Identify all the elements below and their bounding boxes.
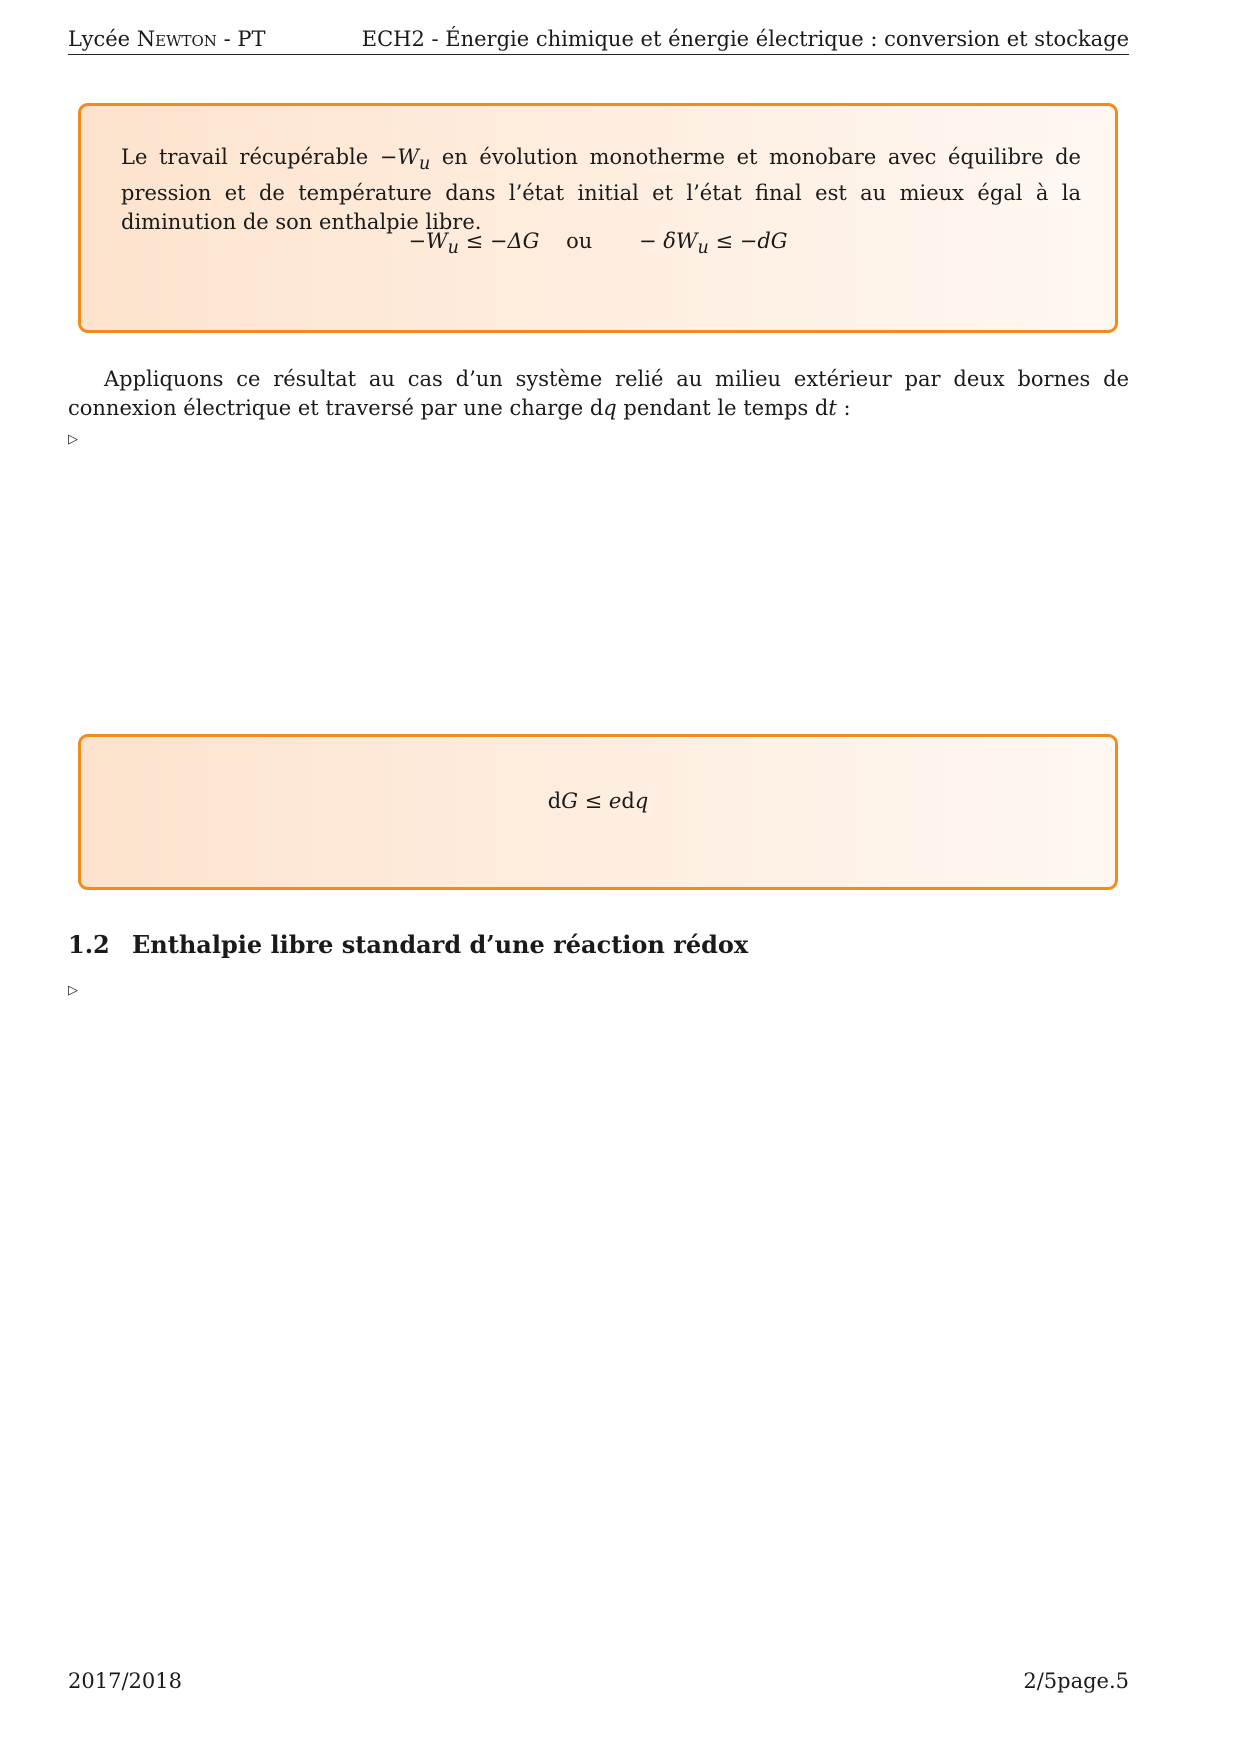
- eq-delta-g: ≤ −ΔG: [458, 229, 540, 253]
- paragraph: [68, 365, 1129, 423]
- eq-delta-w-sub: u: [697, 238, 709, 259]
- eq-dg: ≤ −dG: [708, 229, 788, 253]
- header-school: [68, 25, 266, 54]
- eq-or: ou: [566, 229, 593, 253]
- triangle-marker-icon: ▷: [68, 432, 78, 447]
- paragraph-var-q: q: [603, 396, 617, 420]
- res-q: q: [634, 789, 649, 813]
- definition-text-end: en évolution monotherme et monobare avec équilibre de pression et de température dans l’état initial et l’état final est au mieux égal à la diminution de son enthalpie libre.: [121, 145, 1081, 235]
- header-title: ECH2 - Énergie chimique et énergie électrique : conversion et stockage: [361, 27, 1129, 51]
- res-leq: ≤: [577, 789, 609, 813]
- header-school-word: Lycée: [68, 27, 131, 51]
- paragraph-text-a: Appliquons ce résultat au cas d’un système relié au milieu extérieur par deux bornes de connexion électrique et traversé par une charge d: [68, 367, 1129, 420]
- result-box: [78, 734, 1118, 890]
- result-equation: [81, 787, 1115, 816]
- res-d: d: [547, 789, 562, 813]
- definition-equation: [81, 227, 1115, 263]
- eq-wu-sub: u: [447, 238, 459, 259]
- footer-page: 2/5page.5: [1023, 1669, 1129, 1693]
- header-class: - PT: [223, 27, 266, 51]
- math-wu: −W: [379, 145, 419, 169]
- res-d2: d: [621, 789, 635, 813]
- paragraph-text-b: pendant le temps d: [616, 396, 829, 420]
- paragraph-var-t: t: [828, 396, 837, 420]
- section-number: 1.2: [68, 930, 110, 959]
- definition-box: [78, 103, 1118, 333]
- eq-delta-w: − δW: [639, 229, 698, 253]
- res-e: e: [608, 789, 622, 813]
- math-wu-sub: u: [418, 154, 431, 175]
- section-heading: [68, 930, 748, 959]
- res-g: G: [561, 789, 578, 813]
- definition-text: [121, 143, 1081, 237]
- definition-text-start: Le travail récupérable: [121, 145, 380, 169]
- triangle-marker-icon: ▷: [68, 983, 78, 998]
- eq-wu: −W: [408, 229, 448, 253]
- page-header: [68, 22, 1129, 55]
- header-school-name: Newton: [136, 27, 217, 51]
- section-title: Enthalpie libre standard d’une réaction rédox: [132, 930, 749, 959]
- paragraph-text-c: :: [836, 396, 851, 420]
- footer-year: 2017/2018: [68, 1669, 182, 1693]
